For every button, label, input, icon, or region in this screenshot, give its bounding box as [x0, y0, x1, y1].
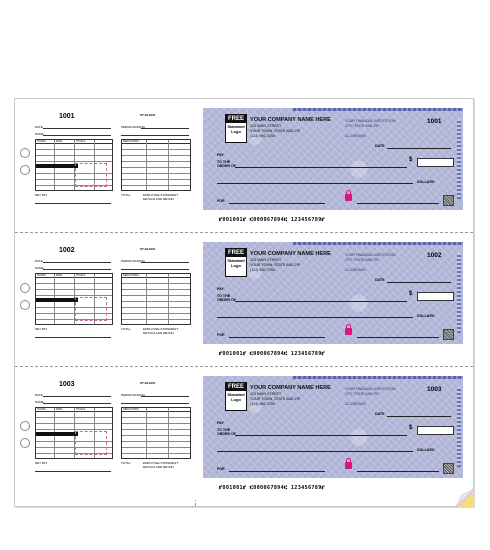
micr-line: ⑈001001⑈ ⑆000067894⑆ 123456789⑈ [219, 351, 326, 357]
net-pay-label: NET PAY [35, 193, 48, 197]
for-label: FOR [217, 199, 225, 203]
memo-line [229, 337, 325, 338]
check-security-sidebar [457, 119, 461, 199]
security-lock-icon [345, 462, 352, 469]
bank-name: YOUR FINANCIAL INSTITUTION [345, 253, 396, 257]
row [122, 179, 190, 180]
totals-header: TOTALS [76, 274, 86, 277]
stub-number: 1001 [59, 113, 75, 120]
written-amount-line [217, 183, 413, 184]
logo-standard-text [226, 258, 246, 268]
payroll-stub [15, 99, 195, 232]
stub-number: 1003 [59, 381, 75, 388]
row [122, 453, 190, 454]
row [122, 167, 190, 168]
stub-date-line [43, 262, 111, 263]
row [122, 319, 190, 320]
register-box [75, 297, 107, 321]
logo-line1: Standard [227, 392, 245, 397]
logo-free-text: FREE [227, 250, 244, 256]
row [122, 423, 190, 424]
company-address-1: 123 MAIN STREET [250, 392, 282, 396]
col [168, 274, 169, 324]
check-security-sidebar [457, 253, 461, 333]
pay-label: PAY [217, 153, 224, 157]
company-phone: (123) 456-7258 [250, 268, 275, 272]
to-the-label: TO THE [217, 428, 231, 432]
dollar-sign: $ [409, 291, 413, 297]
totals-header: TOTALS [76, 408, 86, 411]
row [122, 435, 190, 436]
date-line [387, 416, 451, 417]
date-label: DATE [375, 412, 385, 416]
for-label: FOR [217, 333, 225, 337]
order-of-label: ORDER OF [217, 432, 236, 436]
amount-box [417, 158, 454, 167]
stub-block-label: ST BLOCK [140, 247, 156, 251]
stub-name-line [43, 135, 111, 136]
row [36, 423, 112, 424]
check-number: 1003 [427, 386, 442, 393]
row [122, 173, 190, 174]
company-address-2: YOUR TOWN, STATE AND ZIP [250, 129, 301, 133]
check-top-strip [293, 108, 463, 111]
rate-header: RATE [56, 140, 63, 143]
payroll-stub [15, 233, 195, 366]
stub-date-label: DATE [35, 259, 43, 263]
stub-name-label: NAME [35, 400, 44, 404]
register-box [75, 431, 107, 455]
row [122, 289, 190, 290]
row [36, 417, 112, 418]
check [195, 99, 472, 232]
logo-free-text: FREE [227, 116, 244, 122]
order-of-label: ORDER OF [217, 298, 236, 302]
stub-period-line [141, 396, 189, 397]
company-phone: (123) 456-7258 [250, 402, 275, 406]
row [122, 313, 190, 314]
check-security-sidebar [457, 387, 461, 467]
payee-line [235, 435, 407, 436]
deductions-header: DEDUCTIONS [123, 274, 139, 277]
bank-city: CITY, STATE AND ZIP [345, 124, 379, 128]
detach-label: DETACH AND RETAIN [143, 465, 174, 469]
to-the-label: TO THE [217, 160, 231, 164]
check-top-strip [293, 242, 463, 245]
logo-line2: Logo [231, 129, 241, 134]
date-label: DATE [375, 278, 385, 282]
row [36, 283, 112, 284]
row [122, 149, 190, 150]
written-amount-line [217, 317, 413, 318]
stub-period-label: PERIOD ENDING [121, 259, 146, 263]
col [146, 408, 147, 458]
total-label: TOTAL [121, 327, 131, 331]
bank-routing-fraction: 12-3789/1000 [345, 134, 366, 138]
carbon-copy-page-curl-icon [456, 489, 474, 507]
memo-line [229, 471, 325, 472]
stub-number: 1002 [59, 247, 75, 254]
pay-label: PAY [217, 287, 224, 291]
logo-standard-text [226, 392, 246, 402]
dollar-sign: $ [409, 157, 413, 163]
company-address-1: 123 MAIN STREET [250, 258, 282, 262]
payroll-check-sheet [14, 98, 474, 507]
row [122, 161, 190, 162]
date-line [387, 148, 451, 149]
row [122, 447, 190, 448]
free-standard-logo [225, 114, 247, 143]
written-amount-line [217, 451, 413, 452]
dollar-sign: $ [409, 425, 413, 431]
free-standard-logo [225, 248, 247, 277]
security-seal-icon [443, 463, 454, 474]
stub-line [35, 203, 111, 204]
row [122, 155, 190, 156]
payee-line [235, 301, 407, 302]
stub-line [121, 135, 189, 136]
for-label: FOR [217, 467, 225, 471]
stub-date-label: DATE [35, 125, 43, 129]
stub-name-line [43, 269, 111, 270]
stub-line [121, 269, 189, 270]
row [36, 149, 112, 150]
to-the-label: TO THE [217, 294, 231, 298]
security-seal-icon [443, 195, 454, 206]
net-pay-label: NET PAY [35, 461, 48, 465]
employee-statement-label: EMPLOYEE STATEMENT [143, 327, 179, 331]
signature-line [357, 471, 439, 472]
stub-date-line [43, 396, 111, 397]
rate-header: RATE [56, 408, 63, 411]
hours-header: HOURS [37, 274, 46, 277]
col [168, 140, 169, 190]
deductions-table [121, 139, 191, 191]
stub-line [121, 403, 189, 404]
employee-statement-label: EMPLOYEE STATEMENT [143, 193, 179, 197]
row [36, 161, 112, 162]
company-name: YOUR COMPANY NAME HERE [250, 251, 331, 257]
stub-name-label: NAME [35, 132, 44, 136]
stub-date-line [43, 128, 111, 129]
stub-block-label: ST BLOCK [140, 381, 156, 385]
order-of-label: ORDER OF [217, 164, 236, 168]
check-number: 1002 [427, 252, 442, 259]
row [36, 429, 112, 430]
total-label: TOTAL [121, 193, 131, 197]
amount-box [417, 292, 454, 301]
row [122, 301, 190, 302]
stub-period-label: PERIOD ENDING [121, 393, 146, 397]
row [36, 155, 112, 156]
detach-label: DETACH AND RETAIN [143, 331, 174, 335]
company-address-2: YOUR TOWN, STATE AND ZIP [250, 397, 301, 401]
company-phone: (123) 456-7258 [250, 134, 275, 138]
company-address-2: YOUR TOWN, STATE AND ZIP [250, 263, 301, 267]
company-name: YOUR COMPANY NAME HERE [250, 385, 331, 391]
logo-standard-text [226, 124, 246, 134]
hours-header: HOURS [37, 140, 46, 143]
stub-name-label: NAME [35, 266, 44, 270]
check-top-strip [293, 376, 463, 379]
micr-line: ⑈001001⑈ ⑆000067894⑆ 123456789⑈ [219, 485, 326, 491]
logo-free-text: FREE [227, 384, 244, 390]
check [195, 367, 472, 500]
row [36, 295, 112, 296]
payee-line [235, 167, 407, 168]
micr-line: ⑈001001⑈ ⑆000067894⑆ 123456789⑈ [219, 217, 326, 223]
stub-name-line [43, 403, 111, 404]
stub-block-label: ST BLOCK [140, 113, 156, 117]
hours-header: HOURS [37, 408, 46, 411]
stub-line [35, 337, 111, 338]
payroll-stub [15, 367, 195, 500]
deductions-table [121, 273, 191, 325]
employee-statement-label: EMPLOYEE STATEMENT [143, 461, 179, 465]
total-earnings-bar [36, 432, 78, 436]
security-seal-icon [443, 329, 454, 340]
logo-line1: Standard [227, 124, 245, 129]
signature-line [357, 337, 439, 338]
security-lock-icon [345, 194, 352, 201]
check [195, 233, 472, 366]
check-number: 1001 [427, 118, 442, 125]
row [36, 289, 112, 290]
total-label: TOTAL [121, 461, 131, 465]
logo-line2: Logo [231, 263, 241, 268]
deductions-header: DEDUCTIONS [123, 140, 139, 143]
net-pay-label: NET PAY [35, 327, 48, 331]
stub-period-label: PERIOD ENDING [121, 125, 146, 129]
company-name: YOUR COMPANY NAME HERE [250, 117, 331, 123]
company-address-1: 123 MAIN STREET [250, 124, 282, 128]
amount-box [417, 426, 454, 435]
bank-city: CITY, STATE AND ZIP [345, 392, 379, 396]
logo-line1: Standard [227, 258, 245, 263]
stub-period-line [141, 128, 189, 129]
date-label: DATE [375, 144, 385, 148]
row [122, 185, 190, 186]
register-box [75, 163, 107, 187]
row [122, 417, 190, 418]
total-earnings-bar [36, 164, 78, 168]
row [122, 307, 190, 308]
dollars-label: DOLLARS [417, 314, 435, 318]
stub-date-label: DATE [35, 393, 43, 397]
col [168, 408, 169, 458]
total-earnings-bar [36, 298, 78, 302]
bank-city: CITY, STATE AND ZIP [345, 258, 379, 262]
row [122, 283, 190, 284]
row [122, 441, 190, 442]
memo-line [229, 203, 325, 204]
signature-line [357, 203, 439, 204]
detach-label: DETACH AND RETAIN [143, 197, 174, 201]
bank-routing-fraction: 12-3789/1000 [345, 402, 366, 406]
bank-name: YOUR FINANCIAL INSTITUTION [345, 119, 396, 123]
dollars-label: DOLLARS [417, 448, 435, 452]
date-line [387, 282, 451, 283]
row [122, 295, 190, 296]
stub-period-line [141, 262, 189, 263]
pay-label: PAY [217, 421, 224, 425]
security-lock-icon [345, 328, 352, 335]
row [122, 429, 190, 430]
rate-header: RATE [56, 274, 63, 277]
col [146, 274, 147, 324]
bank-name: YOUR FINANCIAL INSTITUTION [345, 387, 396, 391]
free-standard-logo [225, 382, 247, 411]
dollars-label: DOLLARS [417, 180, 435, 184]
bank-routing-fraction: 12-3789/1000 [345, 268, 366, 272]
deductions-header: DEDUCTIONS [123, 408, 139, 411]
deductions-table [121, 407, 191, 459]
stub-line [35, 471, 111, 472]
totals-header: TOTALS [76, 140, 86, 143]
logo-line2: Logo [231, 397, 241, 402]
col [146, 140, 147, 190]
